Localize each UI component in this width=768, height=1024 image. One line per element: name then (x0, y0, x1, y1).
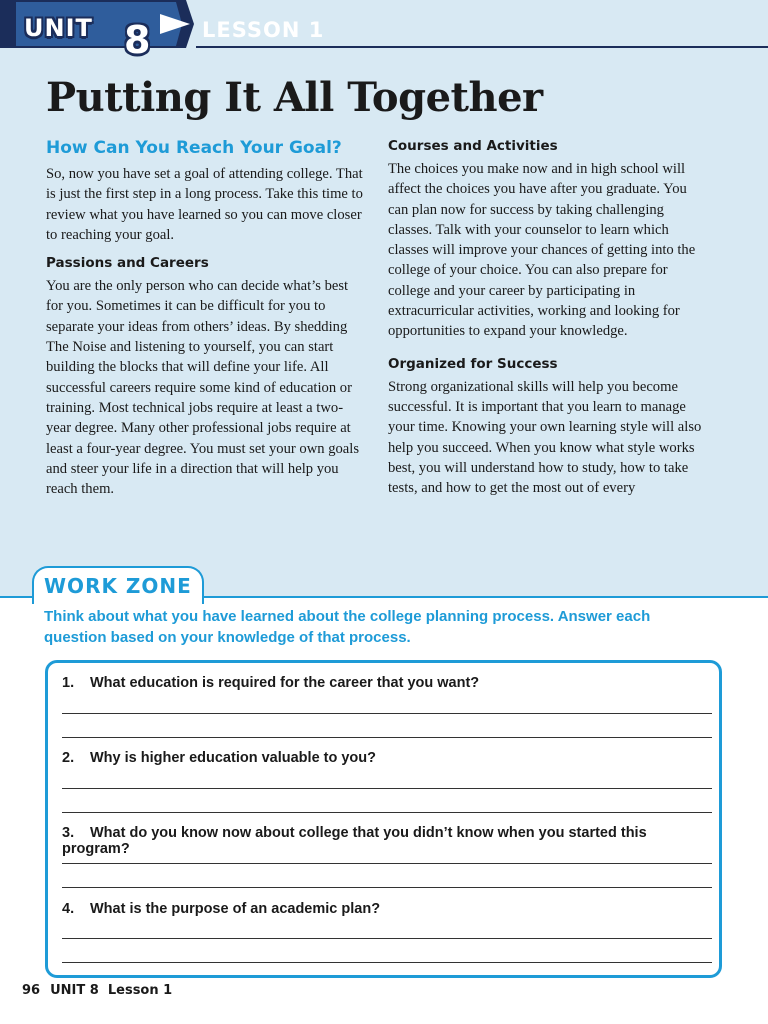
footer-unit-lesson: UNIT 8 Lesson 1 (50, 983, 173, 998)
organized-success-paragraph: Strong organizational skills will help you become successful. It is important that you learn to manage your time. Knowing your own learning style will also help you succeed. When you know what style works best, you will understand how to study, how to take tests, and how to get the most out of every (388, 378, 702, 497)
passions-careers-paragraph: You are the only person who can decide what’s best for you. Sometimes it can be difficult for you to separate your ideas from others’ ideas. By shedding The Noise and listening to yourself, you can start building the blocks that will define your life. All successful careers require some kind of education or training. Most technical jobs require at least a two-year degree. Many other professional jobs require at least a four-year degree. You must set your own goals and steer your life in a direction that will help you reach them. (46, 278, 359, 498)
page-number: 96 (22, 983, 41, 998)
intro-paragraph: So, now you have set a goal of attending college. That is just the first step in a long process. Take this time to review what you have learned so you can move closer to reaching your goal. (46, 166, 363, 243)
question-number: 4. (62, 901, 75, 917)
work-zone-rule-left (0, 596, 34, 598)
answer-line[interactable] (62, 713, 712, 714)
left-column (46, 136, 364, 507)
reach-goal-heading: How Can You Reach Your Goal? (46, 138, 342, 158)
question-3 (62, 825, 712, 857)
page-title: Putting It All Together (46, 74, 543, 121)
unit-label: UNIT (24, 14, 93, 42)
courses-activities-heading: Courses and Activities (388, 138, 558, 154)
question-box (45, 660, 722, 978)
page-footer (22, 983, 172, 998)
answer-line[interactable] (62, 737, 712, 738)
right-column (388, 136, 704, 506)
answer-line[interactable] (62, 887, 712, 888)
question-number: 1. (62, 675, 75, 691)
question-2 (62, 750, 712, 766)
organized-success-heading: Organized for Success (388, 355, 558, 372)
lesson-label: LESSON 1 (202, 18, 325, 42)
question-text: What do you know now about college that you didn’t know when you started this program? (62, 825, 647, 857)
question-number: 3. (62, 825, 75, 841)
courses-activities-paragraph: The choices you make now and in high school will affect the choices you have after you graduate. You can plan now for success by taking challenging classes. Talk with your counselor to learn which classes will improve your chances of getting into the college of your choice. You can also prepare for college and your career by participating in extracurricular activities, working and looking for opportunities to expand your knowledge. (388, 161, 696, 340)
work-zone-label: WORK ZONE (44, 574, 192, 598)
question-text: What is the purpose of an academic plan? (90, 901, 381, 917)
work-zone-rule-right (198, 596, 768, 598)
answer-line[interactable] (62, 962, 712, 963)
unit-number: 8 (124, 18, 151, 62)
question-text: What education is required for the career that you want? (90, 675, 480, 691)
work-zone-instructions: Think about what you have learned about the college planning process. Answer each question based on your knowledge of that process. (44, 608, 651, 646)
answer-line[interactable] (62, 863, 712, 864)
answer-line[interactable] (62, 812, 712, 813)
question-number: 2. (62, 750, 75, 766)
answer-line[interactable] (62, 938, 712, 939)
passions-careers-heading: Passions and Careers (46, 255, 209, 272)
question-1 (62, 675, 712, 691)
question-text: Why is higher education valuable to you? (90, 750, 377, 766)
answer-line[interactable] (62, 788, 712, 789)
question-4 (62, 901, 712, 917)
header-ribbon (0, 0, 768, 60)
